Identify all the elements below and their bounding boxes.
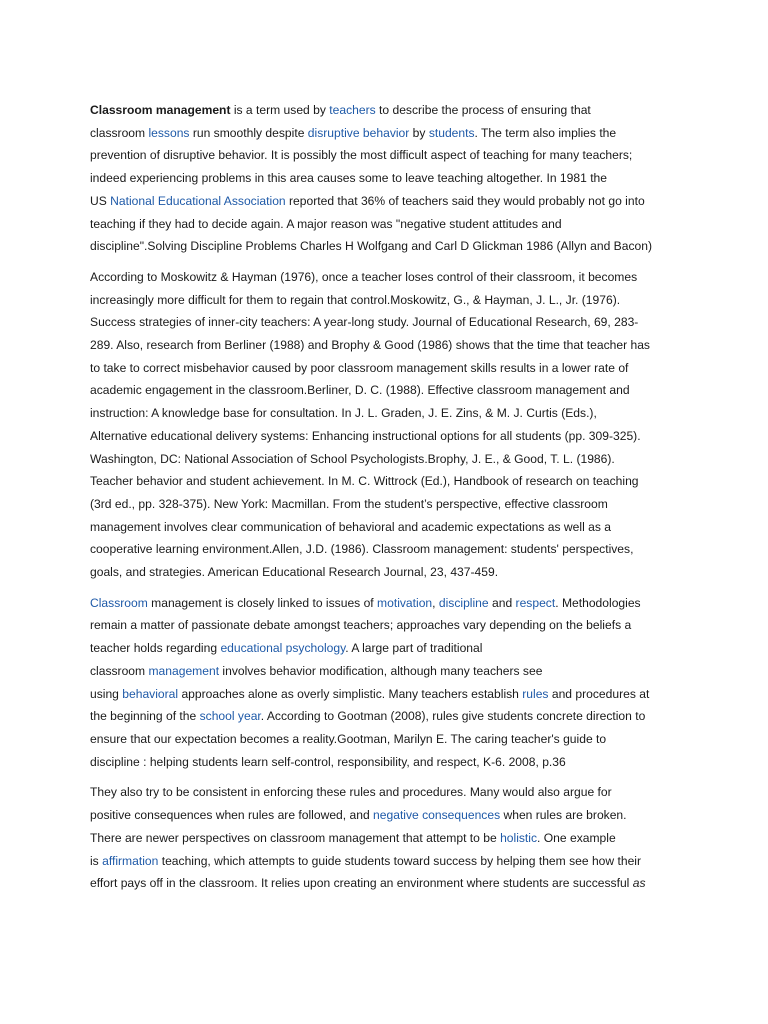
text-line bbox=[90, 289, 690, 312]
text-line bbox=[90, 751, 690, 774]
text-line bbox=[90, 122, 690, 145]
hyperlink[interactable]: affirmation bbox=[102, 853, 159, 868]
text-run: increasingly more difficult for them to regain that control.Moskowitz, G., & Hayman, J. L., Jr. (1976). bbox=[90, 292, 621, 307]
text-line bbox=[90, 167, 690, 190]
hyperlink[interactable]: National Educational Association bbox=[110, 193, 286, 208]
text-line bbox=[90, 538, 690, 561]
bold-term: Classroom management bbox=[90, 103, 231, 117]
hyperlink[interactable]: teachers bbox=[329, 103, 376, 117]
hyperlink[interactable]: lessons bbox=[148, 125, 190, 140]
text-run: . According to Gootman (2008), rules give students concrete direction to bbox=[260, 709, 646, 724]
text-run: Teacher behavior and student achievement. In M. C. Wittrock (Ed.), Handbook of research on teaching bbox=[90, 474, 639, 489]
text-run: teaching if they had to decide again. A major reason was "negative student attitudes and bbox=[90, 216, 562, 231]
hyperlink[interactable]: holistic bbox=[500, 830, 538, 845]
text-run: . Methodologies bbox=[555, 595, 641, 610]
text-run: and procedures at bbox=[548, 686, 650, 701]
text-run: using bbox=[90, 686, 123, 701]
text-run: classroom bbox=[90, 125, 149, 140]
text-line bbox=[90, 213, 690, 236]
text-run: positive consequences when rules are followed, and bbox=[90, 808, 374, 823]
text-line bbox=[90, 357, 690, 380]
text-run: discipline".Solving Discipline Problems Charles H Wolfgang and Carl D Glickman 1986 (Allyn and Bacon) bbox=[90, 239, 652, 254]
paragraph bbox=[90, 99, 690, 258]
text-line bbox=[90, 379, 690, 402]
text-run: management is closely linked to issues of bbox=[147, 595, 378, 610]
text-run: classroom bbox=[90, 663, 149, 678]
hyperlink[interactable]: discipline bbox=[438, 595, 489, 610]
text-run: involves behavior modification, although many teachers see bbox=[219, 663, 543, 678]
text-line bbox=[90, 190, 690, 213]
hyperlink[interactable]: motivation bbox=[377, 595, 433, 610]
text-run: approaches alone as overly simplistic. Many teachers establish bbox=[178, 686, 523, 701]
text-run: when rules are broken. bbox=[500, 808, 627, 823]
text-run: by bbox=[409, 125, 429, 140]
text-run: to take to correct misbehavior caused by poor classroom management skills results in a lower rate of bbox=[90, 360, 629, 375]
text-line bbox=[90, 470, 690, 493]
text-run: ensure that our expectation becomes a reality.Gootman, Marilyn E. The caring teacher's guide to bbox=[90, 731, 607, 746]
hyperlink[interactable]: management bbox=[148, 663, 220, 678]
text-run: . The term also implies the bbox=[474, 125, 617, 140]
text-line bbox=[90, 614, 690, 637]
text-run: US bbox=[90, 193, 111, 208]
text-line bbox=[90, 402, 690, 425]
hyperlink[interactable]: Classroom bbox=[90, 595, 148, 610]
text-line bbox=[90, 728, 690, 751]
text-line bbox=[90, 850, 690, 873]
hyperlink[interactable]: disruptive behavior bbox=[307, 125, 410, 140]
text-run: 289. Also, research from Berliner (1988) and Brophy & Good (1986) shows that the time that teacher has bbox=[90, 338, 650, 353]
text-run: remain a matter of passionate debate amongst teachers; approaches vary depending on the beliefs a bbox=[90, 618, 632, 633]
text-run: (3rd ed., pp. 328-375). New York: Macmillan. From the student’s perspective, effective classroom bbox=[90, 496, 608, 511]
text-run: the beginning of the bbox=[90, 709, 200, 724]
text-run: goals, and strategies. American Educational Research Journal, 23, 437-459. bbox=[90, 565, 499, 580]
text-run: , bbox=[432, 595, 439, 610]
text-line bbox=[90, 561, 690, 584]
hyperlink[interactable]: negative consequences bbox=[373, 808, 501, 823]
text-run: academic engagement in the classroom.Berliner, D. C. (1988). Effective classroom management and bbox=[90, 383, 630, 398]
hyperlink[interactable]: rules bbox=[522, 686, 549, 701]
text-run: effort pays off in the classroom. It relies upon creating an environment where students are successful bbox=[90, 876, 633, 891]
text-line bbox=[90, 425, 690, 448]
text-line bbox=[90, 872, 690, 895]
text-run: Alternative educational delivery systems: Enhancing instructional options for all students (pp. 309-325). bbox=[90, 428, 641, 443]
text-run: . One example bbox=[537, 830, 616, 845]
text-line bbox=[90, 311, 690, 334]
text-run: . A large part of traditional bbox=[345, 641, 483, 656]
hyperlink[interactable]: school year bbox=[199, 709, 261, 724]
text-line bbox=[90, 493, 690, 516]
text-line bbox=[90, 683, 690, 706]
paragraph bbox=[90, 781, 690, 895]
italic-text: as bbox=[632, 876, 646, 891]
text-run: discipline : helping students learn self-control, responsibility, and respect, K-6. 2008, p.36 bbox=[90, 754, 566, 769]
text-run: to describe the process of ensuring that bbox=[375, 103, 591, 117]
text-run: and bbox=[488, 595, 516, 610]
text-run: run smoothly despite bbox=[189, 125, 308, 140]
text-run: indeed experiencing problems in this area causes some to leave teaching altogether. In 1981 the bbox=[90, 171, 608, 186]
hyperlink[interactable]: respect bbox=[515, 595, 556, 610]
text-run: cooperative learning environment.Allen, J.D. (1986). Classroom management: students' perspectives, bbox=[90, 542, 634, 557]
hyperlink[interactable]: educational psychology bbox=[220, 641, 346, 656]
text-line bbox=[90, 705, 690, 728]
text-run: reported that 36% of teachers said they would probably not go into bbox=[285, 193, 645, 208]
text-line bbox=[90, 144, 690, 167]
text-run: There are newer perspectives on classroom management that attempt to be bbox=[90, 830, 501, 845]
text-line bbox=[90, 592, 690, 615]
text-line bbox=[90, 516, 690, 539]
hyperlink[interactable]: behavioral bbox=[122, 686, 179, 701]
text-line bbox=[90, 660, 690, 683]
paragraph bbox=[90, 266, 690, 584]
text-run: Washington, DC: National Association of School Psychologists.Brophy, J. E., & Good, T. L. (1986). bbox=[90, 451, 615, 466]
text-run: management involves clear communication of behavioral and academic expectations as well as a bbox=[90, 519, 611, 534]
text-line bbox=[90, 334, 690, 357]
text-line bbox=[90, 99, 690, 122]
text-run: Success strategies of inner-city teachers: A year-long study. Journal of Educational Research, 69, 283- bbox=[90, 315, 639, 330]
text-run: is bbox=[90, 853, 103, 868]
text-line bbox=[90, 448, 690, 471]
hyperlink[interactable]: students bbox=[428, 125, 475, 140]
text-line bbox=[90, 804, 690, 827]
text-line bbox=[90, 781, 690, 804]
text-run: instruction: A knowledge base for consultation. In J. L. Graden, J. E. Zins, & M. J. Curtis (Eds.), bbox=[90, 406, 597, 421]
paragraph bbox=[90, 592, 690, 774]
text-run: teacher holds regarding bbox=[90, 641, 221, 656]
text-run: They also try to be consistent in enforcing these rules and procedures. Many would also argue for bbox=[90, 785, 612, 800]
text-run: is a term used by bbox=[230, 103, 330, 117]
text-run: prevention of disruptive behavior. It is possibly the most difficult aspect of teaching for many teachers; bbox=[90, 148, 633, 163]
text-line bbox=[90, 235, 690, 258]
text-run: According to Moskowitz & Hayman (1976), once a teacher loses control of their classroom, it becomes bbox=[90, 269, 638, 284]
text-run: teaching, which attempts to guide students toward success by helping them see how their bbox=[158, 853, 642, 868]
text-line bbox=[90, 266, 690, 289]
document-body bbox=[90, 99, 690, 903]
text-line bbox=[90, 637, 690, 660]
text-line bbox=[90, 827, 690, 850]
